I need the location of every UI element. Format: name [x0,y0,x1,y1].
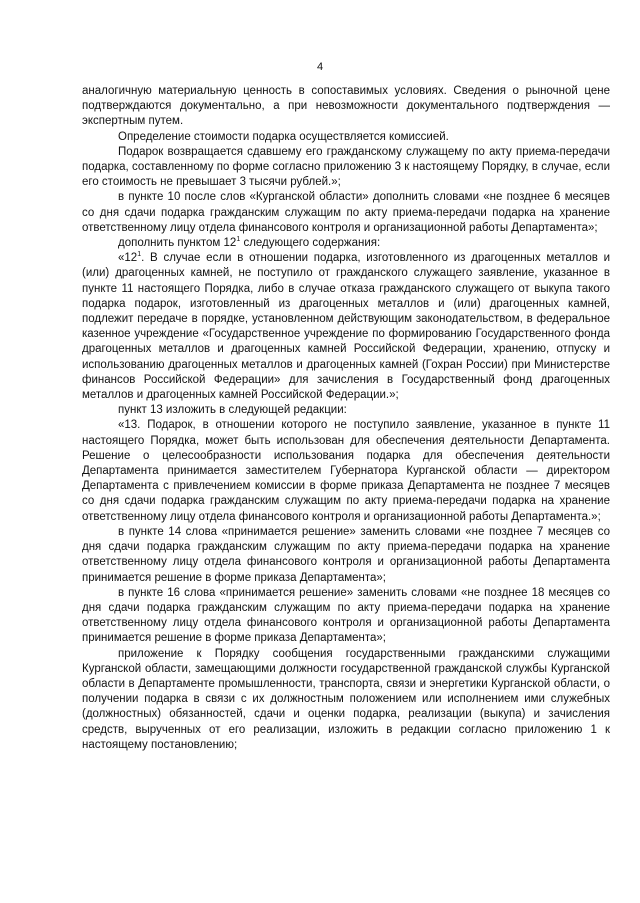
paragraph-commission: Определение стоимости подарка осуществляется комиссией. [118,130,449,143]
text-after: следующего содержания: [240,237,381,250]
document-body [82,84,610,753]
paragraph-add-point-12-1 [82,236,610,251]
paragraph-point-12-1-text [82,251,610,403]
paragraph-market-value: аналогичную материальную ценность в сопоставимых условиях. Сведения о рыночной цене подтверждаются документально, а при невозможности документального подтверждения — экспертным путем. [82,85,610,128]
superscript: 1 [236,236,241,244]
paragraph-gift-return: Подарок возвращается сдавшему его гражданскому служащему по акту приема-передачи подарка, составленному по форме согласно приложению 3 к настоящему Порядку, в случае, если его стоимость не превышает 3 тысячи рублей.»; [82,145,610,189]
text-before: дополнить пунктом 12 [118,237,237,250]
text-before: «12 [118,252,138,265]
paragraph-appendix: приложение к Порядку сообщения государственными гражданскими служащими Курганской области, замещающими должности государственной гражданской службы Курганской области в Департаменте промышленности, транспорта, связи и энергетики Курганской области, о получении подарка в связи с их должностным положением или исполнением ими служебных (должностных) обязанностей, сдачи и оценки подарка, реализации (выкупа) и зачисления средств, вырученных от его реализации, изложить в редакции согласно приложению 1 к настоящему постановлению; [82,647,610,751]
paragraph-point-13-intro: пункт 13 изложить в следующей редакции: [118,404,347,417]
paragraph-point-13-text: «13. Подарок, в отношении которого не поступило заявление, указанное в пункте 11 настоящего Порядка, может быть использован для обеспечения деятельности Департамента. Решение о целесообразности использования подарка для обеспечения деятельности Департамента принимается заместителем Губернатора Курганской области — директором Департамента с привлечением комиссии в форме приказа Департамента не позднее 7 месяцев со дня сдачи подарка гражданским служащим по акту приема-передачи подарка на хранение ответственному лицу отдела финансового контроля и организационной работы Департамента.»; [82,419,610,523]
paragraph-point-16: в пункте 16 слова «принимается решение» заменить словами «не позднее 18 месяцев со дня сдачи подарка гражданским служащим по акту приема-передачи подарка на хранение ответственному лицу отдела финансового контроля и организационной работы Департамента принимается решение в форме приказа Департамента»; [82,586,610,645]
superscript: 1 [137,251,142,259]
text-after: . В случае если в отношении подарка, изготовленного из драгоценных металлов и (или) драгоценных камней, не поступило от гражданского служащего заявление, указанное в пункте 11 настоящего Порядка, либо в случае отказа гражданского служащего от выкупа такого подарка подарок, изготовленный из драгоценных металлов и (или) драгоценных камней, подлежит передаче в порядке, установленном действующим законодательством, в федеральное казенное учреждение «Государственное учреждение по формированию Государственного фонда драгоценных металлов и драгоценных камней Российской Федерации, хранению, отпуску и использованию драгоценных металлов и драгоценных камней (Гохран России) при Министерстве финансов Российской Федерации» для зачисления в Государственный фонд драгоценных металлов и драгоценных камней Российской Федерации.»; [82,252,610,402]
paragraph-point-10: в пункте 10 после слов «Курганской области» дополнить словами «не позднее 6 месяцев со дня сдачи подарка гражданским служащим по акту приема-передачи подарка на хранение ответственному лицу отдела финансового контроля и организационной работы Департамента»; [82,191,610,234]
paragraph-point-14: в пункте 14 слова «принимается решение» заменить словами «не позднее 7 месяцев со дня сдачи подарка гражданским служащим по акту приема-передачи подарка на хранение ответственному лицу отдела финансового контроля и организационной работы Департамента принимается решение в форме приказа Департамента»; [82,525,610,584]
page-number: 4 [316,61,324,73]
